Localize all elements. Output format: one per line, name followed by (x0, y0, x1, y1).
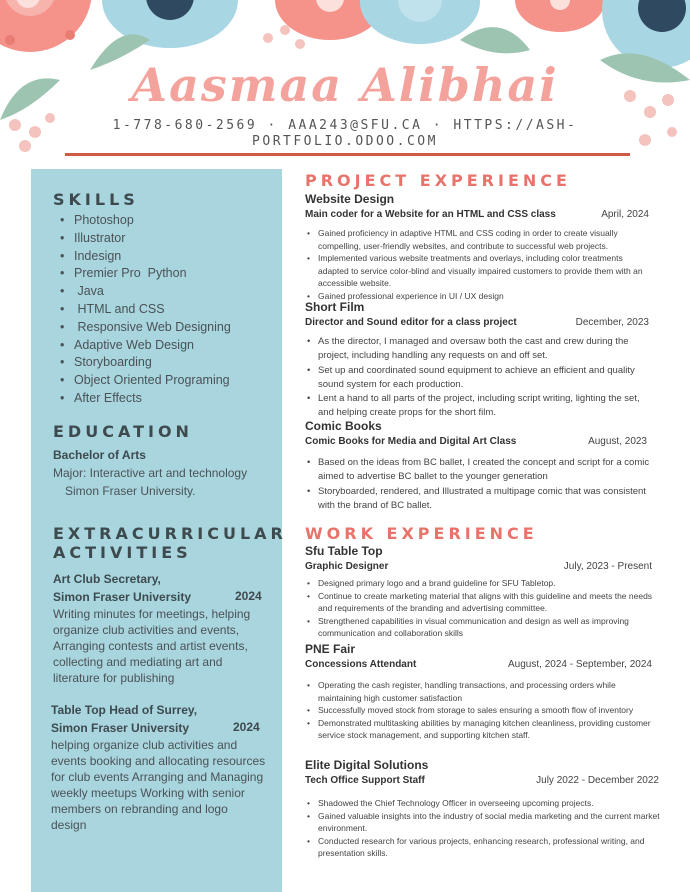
activity-year: 2024 (233, 720, 260, 734)
description-line: Arranging contests and artist events, (53, 639, 248, 653)
bullet: • Demonstrated multitasking abilities by managing kitchen cleanliness, providing customer service stock management, and supporting kitchen staff. (305, 717, 655, 742)
activities-heading: ACTIVITIES (53, 543, 192, 562)
entry-date: December, 2023 (575, 317, 649, 328)
entry-date: July, 2023 - Present (563, 561, 652, 572)
bullet: • Gained proficiency in adaptive HTML and CSS coding in order to create visually compelling, user-friendly websites, and contribute to successful web projects. (305, 227, 655, 252)
description-line: collecting and mediating art and (53, 655, 223, 669)
contact-info (90, 118, 600, 150)
skill-item: • Illustrator (60, 230, 231, 248)
skill-item: • Adaptive Web Design (60, 337, 231, 355)
description-line: for club events Arranging and Managing (51, 770, 264, 784)
description-line: members on rebranding and logo (51, 802, 228, 816)
skills-list (60, 212, 231, 408)
skill-item: • Indesign (60, 248, 231, 266)
entry-bullets (305, 577, 655, 640)
description-line: organize club activities and events, (53, 623, 240, 637)
description-line: helping organize club activities and (51, 738, 238, 752)
activity-org: Simon Fraser University (53, 590, 192, 604)
entry-bullets (305, 679, 655, 742)
entry-bullets (305, 227, 655, 302)
bullet: • Implemented various website treatments and overlays, including color treatments adapted to service color-blind and visually impaired customers to provide them with an accessible website. (305, 252, 655, 290)
bullet: • Designed primary logo and a brand guideline for SFU Tabletop. (305, 577, 655, 590)
project-entry (305, 300, 655, 421)
entry-date: April, 2024 (601, 209, 649, 220)
skills-heading: SKILLS (53, 190, 139, 209)
description-line: events booking and allocating resources (51, 754, 266, 768)
activity-description (51, 737, 265, 833)
entry-title: Short Film (305, 300, 365, 314)
contact-line-1: 1-778-680-2569 · AAA243@SFU.CA · HTTPS://ASH- (112, 118, 578, 133)
work-entry (305, 642, 655, 742)
work-entry (305, 758, 661, 860)
activity-year: 2024 (235, 589, 262, 603)
entry-title: Sfu Table Top (305, 544, 383, 558)
bullet: • Shadowed the Chief Technology Officer in overseeing upcoming projects. (305, 797, 661, 810)
bullet: • Lent a hand to all parts of the project, including script writing, lighting the set, and helping create props for the short film. (305, 392, 655, 421)
bullet: • Storyboarded, rendered, and Illustrated a multipage comic that was consistent with the brand of BC ballet. (305, 485, 655, 514)
entry-title: Website Design (305, 192, 395, 206)
bullet: • Based on the ideas from BC ballet, I created the concept and script for a comic aimed to advertise BC ballet to the younger generation (305, 456, 655, 485)
skill-item: • Storyboarding (60, 354, 231, 372)
header-divider (65, 153, 630, 156)
school: Simon Fraser University. (65, 484, 196, 498)
entry-date: August, 2023 (588, 436, 647, 447)
entry-bullets (305, 797, 661, 860)
bullet: • Operating the cash register, handling transactions, and processing orders while maintaining high customer satisfaction (305, 679, 655, 704)
bullet: • Gained valuable insights into the industry of social media marketing and the current market environment. (305, 810, 661, 835)
bullet: • Successfully moved stock from storage to sales ensuring a smooth flow of inventory (305, 704, 655, 717)
project-entry (305, 419, 655, 513)
activity-description (53, 606, 250, 686)
entry-title: Comic Books (305, 419, 382, 433)
degree: Bachelor of Arts (53, 448, 146, 462)
education-heading: EDUCATION (53, 422, 193, 441)
entry-role: Tech Office Support Staff (305, 775, 425, 786)
entry-role: Concessions Attendant (305, 659, 417, 670)
bullet: • As the director, I managed and oversaw both the cast and crew during the project, including handling any requests on and off set. (305, 335, 655, 364)
entry-date: August, 2024 - September, 2024 (508, 659, 652, 670)
skill-item: • HTML and CSS (60, 301, 231, 319)
entry-role: Main coder for a Website for an HTML and CSS class (305, 209, 556, 220)
description-line: Writing minutes for meetings, helping (53, 607, 251, 621)
contact-line-2: PORTFOLIO.ODOO.COM (252, 134, 438, 149)
activity-org: Simon Fraser University (51, 721, 190, 735)
bullet: • Gained professional experience in UI / UX design (305, 290, 655, 303)
entry-date: July 2022 - December 2022 (536, 775, 659, 786)
skill-item: • Responsive Web Designing (60, 319, 231, 337)
entry-title: Elite Digital Solutions (305, 758, 429, 772)
skill-item: • After Effects (60, 390, 231, 408)
work-experience-heading: WORK EXPERIENCE (305, 524, 538, 543)
entry-role: Graphic Designer (305, 561, 389, 572)
project-experience-heading: PROJECT EXPERIENCE (305, 171, 571, 190)
entry-title: PNE Fair (305, 642, 356, 656)
extracurricular-heading: EXTRACURRICULAR (53, 524, 287, 543)
flower-right-pink (515, 0, 605, 32)
leaf-center (460, 27, 530, 53)
bullet: • Continue to create marketing material that aligns with this guideline and meets the needs and requirements of the branding and advertising committee. (305, 590, 655, 615)
skill-item: • Object Oriented Programing (60, 372, 231, 390)
applicant-name: Aasmaa Alibhai (131, 58, 559, 112)
activity-role: Table Top Head of Surrey, (51, 703, 198, 717)
description-line: design (51, 818, 87, 832)
skill-item: • Photoshop (60, 212, 231, 230)
bullet: • Conducted research for various projects, enhancing research, professional writing, and presentation skills. (305, 835, 661, 860)
project-entry (305, 192, 655, 302)
skill-item: • Java (60, 283, 231, 301)
bullet: • Strengthened capabilities in visual communication and design as well as improving communication and collaboration skills (305, 615, 655, 640)
bullet: • Set up and coordinated sound equipment to achieve an efficient and quality sound system for each production. (305, 364, 655, 393)
description-line: literature for publishing (53, 671, 175, 685)
work-entry (305, 544, 655, 640)
activity-role: Art Club Secretary, (53, 572, 161, 586)
skill-item: • Premier Pro Python (60, 265, 231, 283)
entry-role: Comic Books for Media and Digital Art Class (305, 436, 517, 447)
entry-bullets (305, 335, 655, 421)
flower-blue-center (360, 0, 480, 44)
entry-bullets (305, 456, 655, 513)
major: Major: Interactive art and technology (53, 466, 248, 480)
entry-role: Director and Sound editor for a class project (305, 317, 517, 328)
description-line: weekly meetups Working with senior (51, 786, 245, 800)
flower-left (0, 0, 92, 52)
